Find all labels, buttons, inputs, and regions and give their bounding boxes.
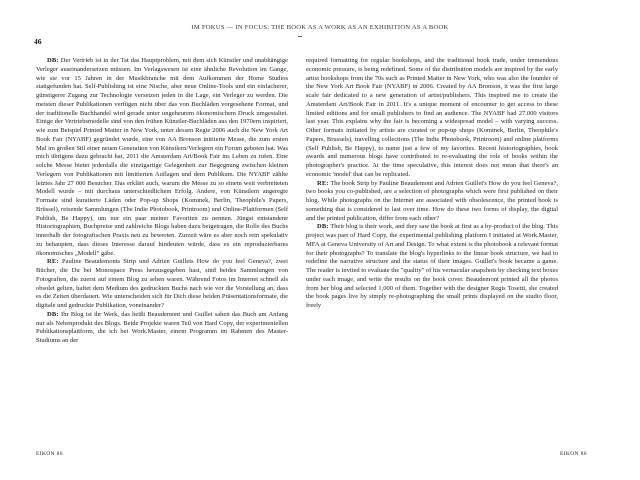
paragraph-text: Their blog is their work, and they saw the book at first as a by-product of the blog. This project was part of Hard Copy, the experimental publishing platform I initiated at Work.Master, MFA at Geneva University of Art and Design. To what extent is the photobook a relevant format for their photographs? To translate the blog's hyperlinks to the linear book structure, we had to redefine the narrative structure and the status of their images. Guillet's book became a game. The reader is invited to evaluate the "quality" of his vernacular snapshots by checking text boxes under each image, and write the results on the book cover. Beaudemont printed all the photos from her blog and selected 1,000 of them. Together with the designer Regis Tosetti, she created the book pages live by simply re-photographing the small prints displayed on the studio floor, freely	[306, 223, 558, 309]
speaker-label: RE:	[317, 179, 329, 187]
header-rule	[298, 36, 302, 37]
speaker-label: DB:	[47, 57, 59, 64]
footer-journal-right: EIKON 86	[560, 451, 587, 457]
paragraph	[306, 223, 558, 311]
right-column-english-text	[306, 57, 558, 311]
paragraph-text: Der Vertrieb ist in der Tat das Hauptproblem, mit dem sich Künstler und unabhängige Verleger auseinandersetzen müssen. Im Verlagswesen ist eine ähnliche Revolution im Gange, wie sie vor 15 Jahren in der Musikbranche mit dem Aufkommen der Home Studios stattgefunden hat. Self-Publishing ist eine Nische, aber neue Online-Tools und ein einfacherer, günstigerer Zugang zur Technologie versetzen jeden in die Lage, ein Verleger zu werden. Die meisten dieser Publikationen verfügen nicht über das von Buchläden vorgesehene Format, und der traditionelle Buchhandel wird gerade unter ungeheurem ökonomischem Druck umgestaltet. Einige der Vertriebsmodelle sind von den frühen Künstler-Buchläden aus den 1970ern inspiriert, wie zum Beispiel Printed Matter in New York, unter dessen Regie 2006 auch die New York Art Book Fair (NYABF) gegründet wurde, eine von AA Bronson initiierte Messe, die zum ersten Mal im großen Stil einer neuen Generation von Künstlern/Verlegern ein Forum geboten hat. Was mich übrigens dazu gebracht hat, 2011 die Amsterdam Art/Book Fair ins Leben zu rufen. Eine solche Messe bietet jedenfalls die einzigartige Gelegenheit zur Begegnung zwischen kleinen Verlegern von Publikationen mit limitierten Auflagen und dem Publikum. Die NYABF zählte letztes Jahr 27 000 Besucher. Das erklärt auch, warum die Messe zu so einem weit verbreiteten Modell wurde – mit durchaus unterschiedlichem Erfolg. Andere, von Künstlern angeregte Formate sind kuratierte Läden oder Pop-up Shops (Kominek, Berlin, Theophile's Papers, Brüssel), reisende Sammlungen (The Indie Photobook, Printroom) und Online-Plattformen (Self Publish, Be Happy), um nur ein paar meiner Favoriten zu nennen. Jüngst entstandene Historiographien, Buchpreise und zahlreiche Blogs haben dazu beigetragen, die Rolle des Buchs innerhalb der fotografischen Praxis neu zu bewerten. Zurzeit wäre es aber noch rein spekulativ zu behaupten, dass dieses Interesse darauf hindeuten würde, dass es ein reproduzierbares ökonomisches „Modell“ gäbe.	[36, 57, 288, 257]
paragraph	[36, 57, 288, 258]
footer-journal-left: EIKON 86	[36, 451, 63, 457]
speaker-label: DB:	[47, 310, 59, 318]
paragraph-text: Ihr Blog ist ihr Werk, das heißt Beaudemont und Guillet sahen das Buch am Anfang nur als Nebenprodukt des Blogs. Beide Projekte waren Teil von Hard Copy, der experimentellen Publikationsplattform, die ich bei Work.Master, einem Programm im Rahmen des Master-Studiums an der	[36, 310, 288, 344]
paragraph-text: required formatting for regular bookshops, and the traditional book trade, under tremendous economic pressure, is being redefined. Some of the distribution models are inspired by the early artist bookshops from the 70s such as Printed Matter in New York, who was also the founder of the New York Art Book Fair (NYABF) in 2006. Created by AA Bronson, it was the first large scale fair dedicated to a new generation of artist/publishers. This inspired me to create the Amsterdam Art/Book Fair in 2011. It's a unique moment of encounter to get access to these limited editions and for small publishers to find an audience. The NYABF had 27.000 visitors last year. This explains why the fair is becoming a widespread model – with varying success. Other formats initiated by artists are curated or pop-up shops (Kominek, Berlin, Theophile's Papers, Brussels), travelling collections (The Indie Photobook, Printroom) and online platforms (Self Publish, Be Happy), to name just a few of my favorites. Recent historiographies, book awards and numerous blogs have contributed to re-evaluating the role of books within the photographer's practice. At the time speculative, this interest does not mean that there's an economic 'model' that can be replicated.	[306, 57, 558, 178]
paragraph	[306, 180, 558, 224]
paragraph	[306, 57, 558, 180]
speaker-label: DB:	[317, 223, 329, 231]
left-column-german-text	[36, 57, 288, 346]
paragraph	[36, 258, 288, 311]
paragraph	[36, 311, 288, 346]
running-title: IM FOKUS — IN FOCUS: THE BOOK AS A WORK AS AN EXHIBITION AS A BOOK	[191, 24, 449, 31]
paragraph-text: Pauline Beaudemonts Strip und Adrien Guillets How do you feel Geneva?, zwei Bücher, die Du bei Monospace Press herausgegeben hast, sind beides Sammlungen von Fotografien, die zuerst auf einem Blog zu sehen waren. Während Fotos im Internet schnell als obsolet gelten, haftet dem Medium des gedruckten Buchs nach wie vor die Vorstellung an, dass es die Zeiten überdauert. Wie unterscheiden sich für Dich diese beiden Präsentationsformate, die digitale und gedruckte Publikation, voneinander?	[36, 258, 288, 309]
page-number: 46	[34, 37, 42, 46]
speaker-label: RE:	[47, 258, 59, 266]
paragraph-text: The book Strip by Pauline Beaudemont and Adrien Guillet's How do you feel Geneva?, two books you co-published, are a selection of photographs which were first published on their blog. While photographs on the Internet are associated with obsolescence, the printed book is something that is considered to last over time. How do these two forms of display, the digital and the printed publication, differ from each other?	[306, 179, 558, 222]
